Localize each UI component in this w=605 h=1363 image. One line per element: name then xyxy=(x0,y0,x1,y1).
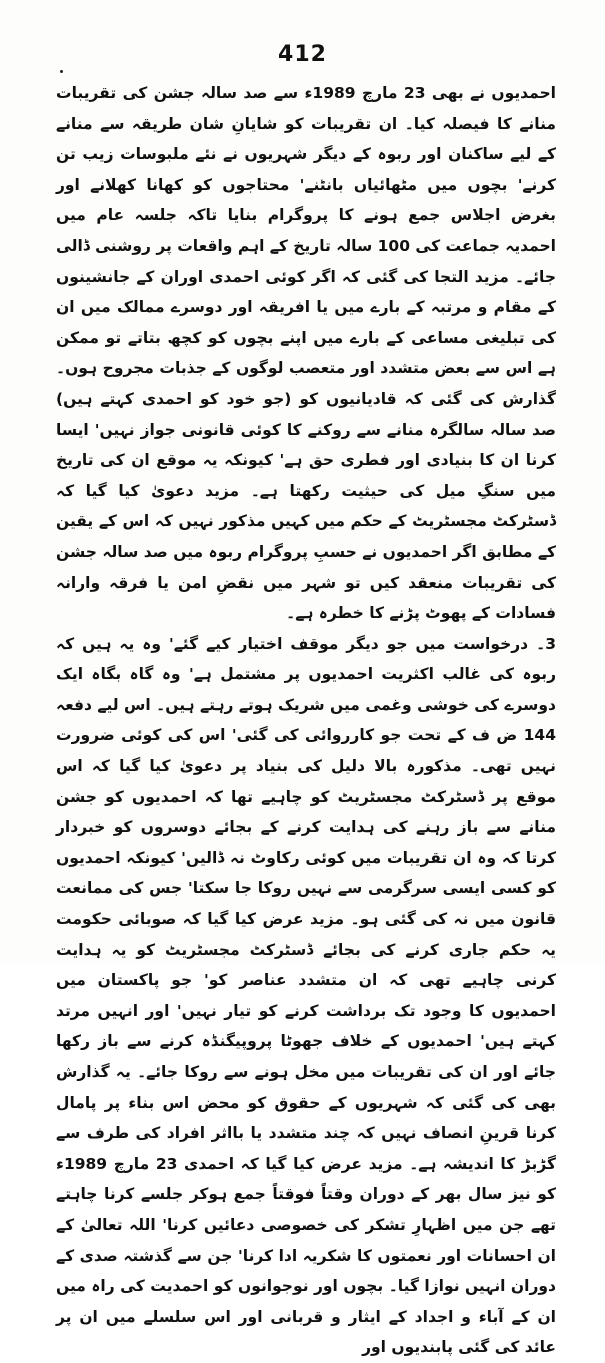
page-number: 412 xyxy=(278,42,327,67)
body-text xyxy=(56,78,556,1363)
ink-speck xyxy=(60,70,63,73)
paragraph-1: احمدیوں نے بھی 23 مارچ 1989ء سے صد سالہ جشن کی تقریبات منانے کا فیصلہ کیا۔ ان تقریبات کو شایانِ شان طریقہ سے منانے کے لیے ساکنان اور ربوہ کے دیگر شہریوں نے نئے ملبوسات زیب تن کرنے' بچوں میں مٹھائیاں بانٹنے' محتاجوں کو کھانا کھلانے اور بغرض اجلاس جمع ہونے کا پروگرام بنایا تاکہ جلسہ عام میں احمدیہ جماعت کی 100 سالہ تاریخ کے اہم واقعات پر روشنی ڈالی جائے۔ مزید التجا کی گئی کہ اگر کوئی احمدی اوران کے جانشینوں کے مقام و مرتبہ کے بارے میں یا افریقہ اور دوسرے ممالک میں ان کی تبلیغی مساعی کے بارے میں اپنے بچوں کو کچھ بتاتے تو ممکن ہے اس سے بعض متشدد اور متعصب لوگوں کے جذبات مجروح ہوں۔ گذارش کی گئی کہ قادیانیوں کو (جو خود کو احمدی کہتے ہیں) صد سالہ سالگرہ منانے سے روکنے کا کوئی قانونی جواز نہیں' ایسا کرنا ان کا بنیادی اور فطری حق ہے' کیونکہ یہ موقع ان کی تاریخ میں سنگِ میل کی حیثیت رکھتا ہے۔ مزید دعویٰ کیا گیا کہ ڈسٹرکٹ مجسٹریٹ کے حکم میں کہیں مذکور نہیں کہ اس کے یقین کے مطابق اگر احمدیوں نے حسبِ پروگرام ربوہ میں صد سالہ جشن کی تقریبات منعقد کیں تو شہر میں نقضِ امن یا فرقہ وارانہ فسادات کے پھوٹ پڑنے کا خطرہ ہے۔ xyxy=(56,84,556,623)
paragraph-2: 3۔ درخواست میں جو دیگر موقف اختیار کیے گئے' وہ یہ ہیں کہ ربوہ کی غالب اکثریت احمدیوں پر مشتمل ہے' وہ گاہ بگاہ ایک دوسرے کی خوشی وغمی میں شریک ہوتے رہتے ہیں۔ اس لیے دفعہ 144 ض ف کے تحت جو کارروائی کی گئی' اس کی کوئی ضرورت نہیں تھی۔ مذکورہ بالا دلیل کی بنیاد پر دعویٰ کیا گیا کہ اس موقع پر ڈسٹرکٹ مجسٹریٹ کو چاہیے تھا کہ احمدیوں کو جشن منانے سے باز رہنے کی ہدایت کرنے کے بجائے دوسروں کو خبردار کرتا کہ وہ ان تقریبات میں کوئی رکاوٹ نہ ڈالیں' کیونکہ احمدیوں کو کسی ایسی سرگرمی سے نہیں روکا جا سکتا' جس کی ممانعت قانون میں نہ کی گئی ہو۔ مزید عرض کیا گیا کہ صوبائی حکومت یہ حکم جاری کرنے کی بجائے ڈسٹرکٹ مجسٹریٹ کو یہ ہدایت کرنی چاہیے تھی کہ ان متشدد عناصر کو' جو پاکستان میں احمدیوں کا وجود تک برداشت کرنے کو تیار نہیں' اور انہیں مرتد کہتے ہیں' احمدیوں کے خلاف جھوٹا پروپیگنڈہ کرنے سے باز رکھا جائے اور ان کی تقریبات میں مخل ہونے سے روکا جائے۔ یہ گذارش بھی کی گئی کہ شہریوں کے حقوق کو محض اس بناء پر پامال کرنا قرینِ انصاف نہیں کہ چند متشدد یا بااثر افراد کی طرف سے گڑبڑ کا اندیشہ ہے۔ مزید عرض کیا گیا کہ احمدی 23 مارچ 1989ء کو نیز سال بھر کے دوران وقتاً فوقتاً جمع ہوکر جلسے کرنا چاہتے تھے جن میں اظہارِ تشکر کی خصوصی دعائیں کرنا' اللہ تعالیٰ کے ان احسانات اور نعمتوں کا شکریہ ادا کرنا' جن سے گذشتہ صدی کے دوران انہیں نوازا گیا۔ بچوں اور نوجوانوں کو احمدیت کی راہ میں ان کے آباء و اجداد کے ایثار و قربانی اور اس سلسلے میں ان پر عائد کی گئی پابندیوں اور xyxy=(56,634,556,1357)
